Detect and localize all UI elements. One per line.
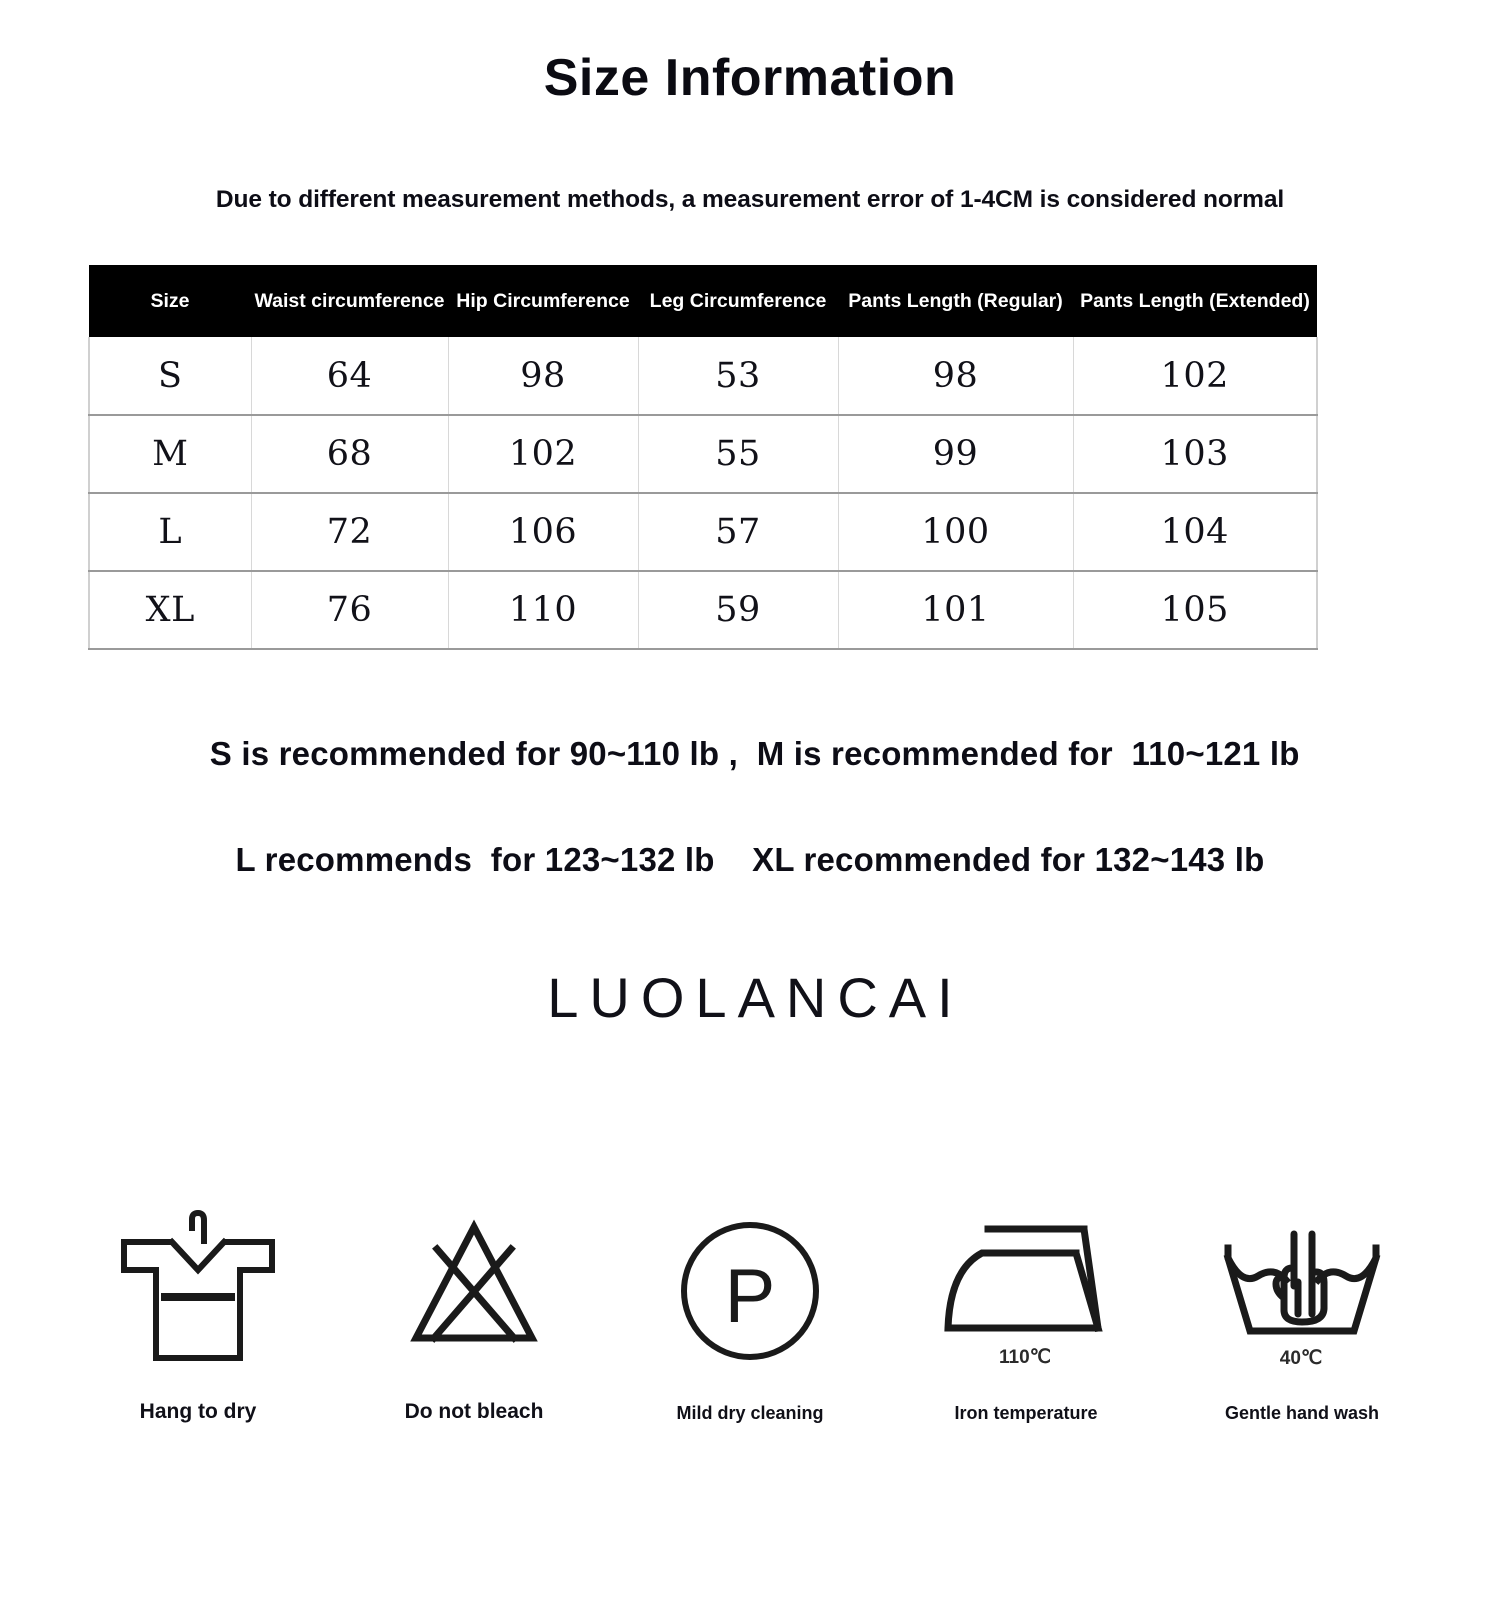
cell-length-extended: 103 — [1073, 415, 1317, 493]
iron-icon — [926, 1198, 1126, 1373]
cell-hip: 98 — [448, 337, 638, 415]
table-row — [89, 337, 1317, 415]
care-caption-hang-to-dry: Hang to dry — [139, 1400, 257, 1423]
cell-size: M — [89, 415, 251, 493]
cell-length-extended: 105 — [1073, 571, 1317, 649]
column-header-hip: Hip Circumference — [448, 265, 638, 337]
table-row — [89, 415, 1317, 493]
hand-wash-icon — [1202, 1198, 1402, 1373]
cell-waist: 72 — [251, 493, 448, 571]
cell-waist: 64 — [251, 337, 448, 415]
brand-name: LUOLANCAI — [547, 966, 964, 1029]
care-caption-mild-dry-cleaning: Mild dry cleaning — [676, 1403, 824, 1423]
care-item-gentle-hand-wash — [1164, 1198, 1440, 1424]
cell-size: S — [89, 337, 251, 415]
cell-length-regular: 98 — [838, 337, 1073, 415]
iron-temperature-value: 110℃ — [999, 1347, 1051, 1368]
cell-length-regular: 99 — [838, 415, 1073, 493]
do-not-bleach-icon — [379, 1195, 569, 1370]
size-table-header — [89, 265, 1317, 337]
care-caption-iron-temperature: Iron temperature — [954, 1403, 1098, 1423]
care-caption-gentle-hand-wash: Gentle hand wash — [1224, 1403, 1380, 1423]
cell-waist: 68 — [251, 415, 448, 493]
care-instructions-row — [60, 1195, 1440, 1424]
cell-leg: 53 — [638, 337, 838, 415]
care-item-iron-temperature — [888, 1198, 1164, 1424]
column-header-size: Size — [89, 265, 251, 337]
cell-length-extended: 102 — [1073, 337, 1317, 415]
mild-dry-clean-icon — [655, 1198, 845, 1373]
column-header-leg: Leg Circumference — [638, 265, 838, 337]
table-row — [89, 493, 1317, 571]
cell-waist: 76 — [251, 571, 448, 649]
care-item-hang-to-dry — [60, 1195, 336, 1424]
care-caption-do-not-bleach: Do not bleach — [404, 1400, 544, 1423]
care-item-mild-dry-cleaning — [612, 1198, 888, 1424]
hang-to-dry-icon — [103, 1195, 293, 1370]
cell-leg: 59 — [638, 571, 838, 649]
size-table — [88, 265, 1318, 650]
cell-length-regular: 101 — [838, 571, 1073, 649]
measurement-disclaimer: Due to different measurement methods, a measurement error of 1-4CM is considered normal — [215, 186, 1285, 213]
cell-leg: 55 — [638, 415, 838, 493]
table-header-row — [89, 265, 1317, 337]
cell-hip: 106 — [448, 493, 638, 571]
size-recommendation-line-1: S is recommended for 90~110 lb , M is recommended for 110~121 lb — [200, 735, 1300, 772]
size-table-container — [88, 265, 1316, 650]
page-title: Size Information — [543, 49, 957, 107]
column-header-length-extended: Pants Length (Extended) — [1073, 265, 1317, 337]
care-item-do-not-bleach — [336, 1195, 612, 1424]
cell-hip: 110 — [448, 571, 638, 649]
cell-length-extended: 104 — [1073, 493, 1317, 571]
cell-leg: 57 — [638, 493, 838, 571]
column-header-length-regular: Pants Length (Regular) — [838, 265, 1073, 337]
size-recommendation-line-2: L recommends for 123~132 lb XL recommended for 132~143 lb — [235, 841, 1265, 878]
cell-size: XL — [89, 571, 251, 649]
table-row — [89, 571, 1317, 649]
column-header-waist: Waist circumference — [251, 265, 448, 337]
cell-length-regular: 100 — [838, 493, 1073, 571]
hand-wash-temperature-value: 40℃ — [1279, 1348, 1323, 1369]
size-table-body — [89, 337, 1317, 649]
cell-hip: 102 — [448, 415, 638, 493]
cell-size: L — [89, 493, 251, 571]
dry-clean-letter: P — [724, 1254, 776, 1339]
